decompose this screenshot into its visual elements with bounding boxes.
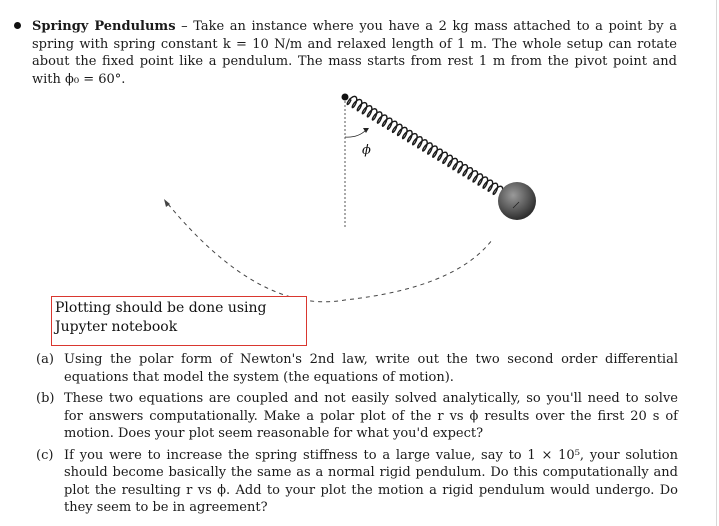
problem-intro <box>32 18 677 88</box>
pendulum-diagram <box>0 80 719 320</box>
question-parts <box>36 351 678 521</box>
problem-intro-text: – Take an instance where you have a 2 kg mass attached to a point by a spring with spring constant k = 10 N/m and relaxed length of 1 m. The whole setup can rotate about the fixed point like a pendulum. The mass starts from rest 1 m from the pivot point and with ϕ₀ = 60°. <box>32 19 677 87</box>
angle-arc <box>345 130 366 137</box>
part-label: (a) <box>36 352 54 367</box>
part-a <box>36 351 678 386</box>
swing-arc <box>168 204 492 302</box>
part-b <box>36 390 678 443</box>
pendulum-mass <box>498 182 536 220</box>
bullet-point <box>14 22 21 29</box>
angle-label: ϕ <box>362 143 371 158</box>
part-label: (c) <box>36 447 54 463</box>
part-c <box>36 447 678 517</box>
problem-title: Springy Pendulums <box>32 19 176 34</box>
pivot-point <box>342 94 349 101</box>
note-text: Plotting should be done using Jupyter notebook <box>55 300 267 335</box>
annotation-note <box>51 296 307 346</box>
part-text: Using the polar form of Newton's 2nd law, write out the two second order differential equations that model the system (the equations of motion). <box>64 352 678 385</box>
part-label: (b) <box>36 391 55 406</box>
part-text: These two equations are coupled and not easily solved analytically, so you'll need to solve for answers computationally. Make a polar plot of the r vs ϕ results over the first 20 s of motion. Does your plot seem reasonable for what you'd expect? <box>64 391 678 441</box>
part-text: If you were to increase the spring stiffness to a large value, say to 1 × 10⁵, your solution should become basically the same as a normal rigid pendulum. Do this computationally and plot the resulting r vs ϕ. Add to your plot the motion a rigid pendulum would undergo. Do they seem to be in agreement? <box>64 447 678 515</box>
